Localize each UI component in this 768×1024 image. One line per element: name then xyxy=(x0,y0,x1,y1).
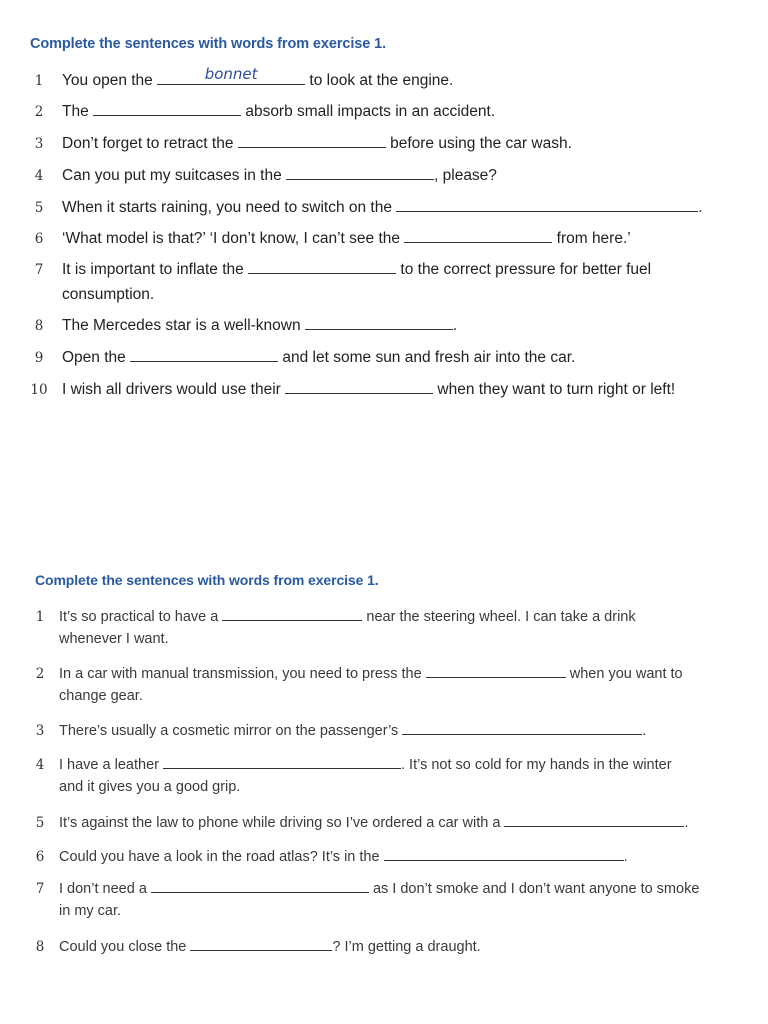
answer-blank[interactable] xyxy=(426,661,566,678)
sentence-end: ? I’m getting a draught. xyxy=(332,939,481,955)
sentence-start: Could you have a look in the road atlas? It’s in the xyxy=(59,849,384,865)
sentence-start: It’s so practical to have a xyxy=(59,609,223,625)
item-number: 6 xyxy=(34,231,44,247)
sentence-start: When it starts raining, you need to switch on the xyxy=(62,199,397,216)
sentence-end: . xyxy=(684,815,689,831)
handwritten-answer: bonnet xyxy=(204,65,258,83)
answer-blank[interactable] xyxy=(238,131,386,148)
sentence-end: to look at the engine. xyxy=(305,72,454,89)
sentence-end: to the correct pressure for better fuel xyxy=(396,261,652,278)
item-number: 4 xyxy=(34,168,44,184)
sentence-end: absorb small impacts in an accident. xyxy=(241,103,496,120)
sentence-end: when you want to xyxy=(565,666,683,682)
answer-blank[interactable] xyxy=(190,934,332,951)
sentence-end: . xyxy=(623,849,628,865)
answer-blank[interactable] xyxy=(285,377,433,394)
sentence-end: as I don’t smoke and I don’t want anyone to smoke xyxy=(368,881,700,897)
item-number: 10 xyxy=(30,382,48,398)
answer-blank[interactable] xyxy=(163,752,401,769)
answer-blank[interactable] xyxy=(305,313,453,330)
sentence-start: I wish all drivers would use their xyxy=(62,381,286,398)
sentence-start: Open the xyxy=(62,349,131,366)
item-number: 4 xyxy=(35,757,45,773)
sentence-start: ‘What model is that?’ ‘I don’t know, I can’t see the xyxy=(62,230,405,247)
sentence-start: The xyxy=(62,103,94,120)
sentence-start: It’s against the law to phone while driving so I’ve ordered a car with a xyxy=(59,815,505,831)
answer-blank[interactable] xyxy=(396,195,698,212)
sentence-continuation: in my car. xyxy=(59,903,122,919)
sentence-start: In a car with manual transmission, you need to press the xyxy=(59,666,426,682)
sentence-end: . It’s not so cold for my hands in the winter xyxy=(401,757,672,773)
answer-blank[interactable] xyxy=(222,604,362,621)
answer-blank[interactable] xyxy=(384,844,624,861)
answer-blank[interactable] xyxy=(404,226,552,243)
item-number: 7 xyxy=(35,881,45,897)
answer-blank[interactable] xyxy=(248,257,396,274)
sentence-start: The Mercedes star is a well-known xyxy=(62,317,305,334)
sentence-start: It is important to inflate the xyxy=(62,261,249,278)
sentence-end: when they want to turn right or left! xyxy=(433,381,676,398)
sentence-continuation: consumption. xyxy=(62,286,155,303)
sentence-continuation: whenever I want. xyxy=(59,631,169,647)
item-number: 8 xyxy=(35,939,45,955)
answer-blank[interactable] xyxy=(286,163,434,180)
sentence-end: before using the car wash. xyxy=(385,135,572,152)
exercise-heading: Complete the sentences with words from exercise 1. xyxy=(35,572,379,588)
answer-blank[interactable] xyxy=(151,876,369,893)
answer-blank[interactable] xyxy=(504,810,684,827)
answer-blank[interactable] xyxy=(157,65,305,85)
sentence-start: Don’t forget to retract the xyxy=(62,135,238,152)
sentence-start: I don’t need a xyxy=(59,881,151,897)
sentence-end: from here.’ xyxy=(552,230,631,247)
sentence-start: Can you put my suitcases in the xyxy=(62,167,287,184)
sentence-start: I have a leather xyxy=(59,757,163,773)
item-number: 5 xyxy=(34,200,44,216)
sentence-end: . xyxy=(642,723,647,739)
sentence-start: There’s usually a cosmetic mirror on the passenger’s xyxy=(59,723,403,739)
sentence-start: Could you close the xyxy=(59,939,191,955)
sentence-end: near the steering wheel. I can take a drink xyxy=(362,609,636,625)
sentence-continuation: and it gives you a good grip. xyxy=(59,779,241,795)
answer-blank[interactable] xyxy=(402,718,642,735)
item-number: 3 xyxy=(34,136,44,152)
item-number: 6 xyxy=(35,849,45,865)
sentence-end: . xyxy=(452,317,458,334)
item-number: 3 xyxy=(35,723,45,739)
item-number: 9 xyxy=(34,350,44,366)
item-number: 5 xyxy=(35,815,45,831)
sentence-end: , please? xyxy=(434,167,497,184)
item-number: 2 xyxy=(35,666,45,682)
exercise-heading: Complete the sentences with words from exercise 1. xyxy=(30,36,387,52)
sentence-end: and let some sun and fresh air into the car. xyxy=(278,349,576,366)
item-number: 2 xyxy=(34,104,44,120)
item-number: 8 xyxy=(34,318,44,334)
answer-blank[interactable] xyxy=(130,345,278,362)
sentence-continuation: change gear. xyxy=(59,688,143,704)
sentence-start: You open the xyxy=(62,72,158,89)
sentence-end: . xyxy=(698,199,703,216)
item-number: 1 xyxy=(35,609,45,625)
answer-blank[interactable] xyxy=(93,99,241,116)
item-number: 1 xyxy=(34,73,44,89)
item-number: 7 xyxy=(34,262,44,278)
